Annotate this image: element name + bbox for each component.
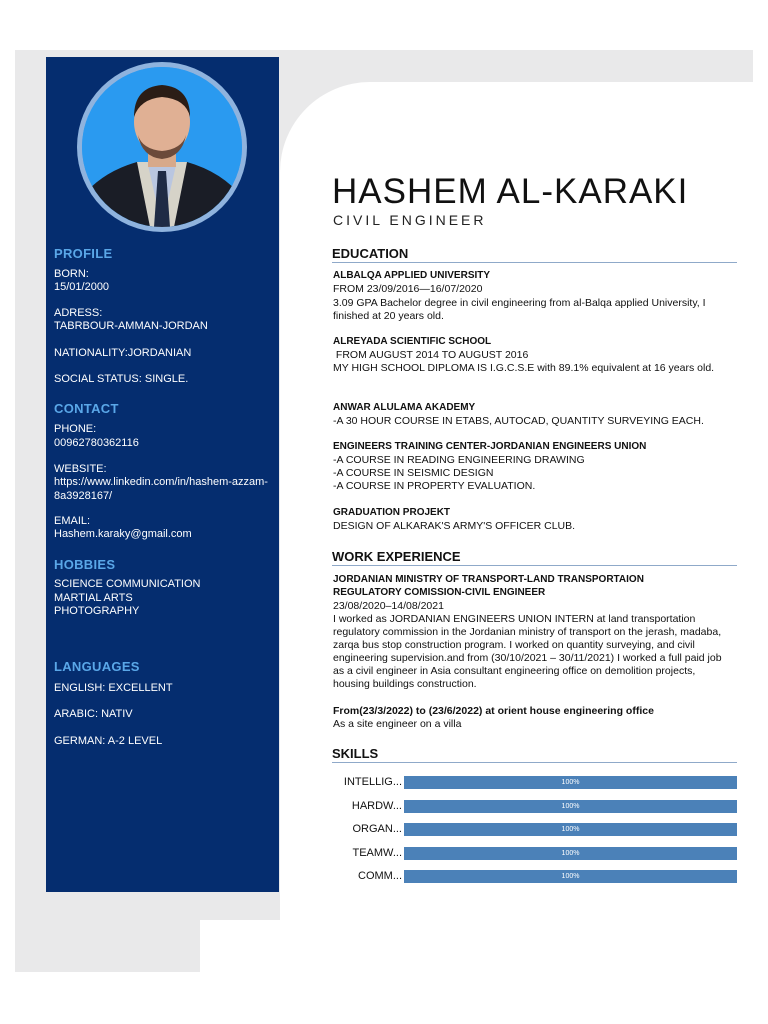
work-dates: 23/08/2020–14/08/2021: [333, 600, 444, 612]
email-link[interactable]: Hashem.karaky@gmail.com: [54, 528, 192, 540]
email-label: EMAIL:: [54, 515, 91, 527]
hobby-item: SCIENCE COMMUNICATION: [54, 578, 201, 590]
education-line: MY HIGH SCHOOL DIPLOMA IS I.G.C.S.E with 89.1% equivalent at 16 years old.: [333, 362, 715, 374]
website-label: WEBSITE:: [54, 463, 107, 475]
skill-label: HARDW...: [351, 800, 402, 812]
section-divider: [332, 565, 737, 566]
skill-label: ORGAN...: [352, 823, 402, 835]
hobbies-heading: HOBBIES: [54, 557, 116, 572]
work-extra-title: From(23/3/2022) to (23/6/2022) at orient house engineering office: [333, 705, 654, 717]
page-corner: [200, 920, 280, 1024]
skill-bar: 100%: [404, 776, 737, 789]
skill-label: INTELLIG...: [343, 776, 402, 788]
born-value: 15/01/2000: [54, 281, 110, 293]
profile-heading: PROFILE: [54, 246, 113, 261]
education-line: 3.09 GPA Bachelor degree in civil engineering from al-Balqa applied University, I finished at 20 years old.: [333, 297, 706, 322]
work-heading: WORK EXPERIENCE: [332, 549, 461, 564]
education-line: FROM 23/09/2016—16/07/2020: [333, 283, 483, 295]
skills-heading: SKILLS: [332, 746, 379, 761]
skill-bar-track: [404, 823, 737, 836]
languages-heading: LANGUAGES: [54, 659, 140, 674]
skill-bar-track: [404, 847, 737, 860]
hobby-item: PHOTOGRAPHY: [54, 605, 140, 617]
hobby-item: MARTIAL ARTS: [54, 592, 133, 604]
nationality: NATIONALITY:JORDANIAN: [54, 347, 192, 359]
language-item: GERMAN: A-2 LEVEL: [54, 735, 163, 747]
skill-bar: 100%: [404, 870, 737, 883]
education-title: ALREYADA SCIENTIFIC SCHOOL: [333, 336, 492, 347]
address-label: ADRESS:: [54, 307, 103, 319]
education-line: -A COURSE IN SEISMIC DESIGN: [333, 467, 494, 479]
work-title: JORDANIAN MINISTRY OF TRANSPORT-LAND TRANSPORTAION REGULATORY COMISSION-CIVIL ENGINEER: [333, 574, 644, 598]
language-item: ARABIC: NATIV: [54, 708, 133, 720]
profile-photo: [82, 67, 242, 227]
website-link[interactable]: https://www.linkedin.com/in/hashem-azzam-8a3928167/: [54, 476, 268, 502]
contact-heading: CONTACT: [54, 401, 119, 416]
education-line: -A COURSE IN PROPERTY EVALUATION.: [333, 480, 536, 492]
born-label: BORN:: [54, 268, 89, 280]
phone-label: PHONE:: [54, 423, 97, 435]
education-title: GRADUATION PROJEKT: [333, 507, 451, 518]
skill-label: COMM...: [358, 870, 402, 882]
skill-bar: 100%: [404, 847, 737, 860]
person-portrait-icon: [82, 67, 242, 227]
person-name: HASHEM AL-KARAKI: [332, 172, 689, 211]
education-title: ANWAR ALULAMA AKADEMY: [333, 402, 476, 413]
language-item: ENGLISH: EXCELLENT: [54, 682, 173, 694]
skill-bar-track: [404, 800, 737, 813]
skill-bar-track: [404, 870, 737, 883]
education-line: -A COURSE IN READING ENGINEERING DRAWING: [333, 454, 585, 466]
education-line: -A 30 HOUR COURSE IN ETABS, AUTOCAD, QUANTITY SURVEYING EACH.: [333, 415, 704, 427]
skill-label: TEAMW...: [352, 847, 402, 859]
phone-value: 00962780362116: [54, 437, 139, 449]
education-line: FROM AUGUST 2014 TO AUGUST 2016: [333, 349, 529, 361]
work-description: I worked as JORDANIAN ENGINEERS UNION INTERN at land transportation regulatory commission in the Jordanian ministry of transport on the jerash, madaba, zarqa bus stop construction program. I worked on quantity surveying, and civil engineering supervision.and from (30/10/2021 – 30/11/2021) I worked a full paid job as a civil engineer in Asia consultant engineering office on demolition projects, housing buildings construction.: [333, 613, 722, 690]
education-line: DESIGN OF ALKARAK'S ARMY'S OFFICER CLUB.: [333, 520, 576, 532]
section-divider: [332, 262, 737, 263]
skill-bar: 100%: [404, 800, 737, 813]
work-extra: As a site engineer on a villa: [333, 718, 462, 730]
skill-bar: 100%: [404, 823, 737, 836]
address-value: TABRBOUR-AMMAN-JORDAN: [54, 320, 208, 332]
social-status: SOCIAL STATUS: SINGLE.: [54, 373, 189, 385]
education-title: ALBALQA APPLIED UNIVERSITY: [333, 270, 491, 281]
job-title: CIVIL ENGINEER: [333, 212, 487, 228]
education-title: ENGINEERS TRAINING CENTER-JORDANIAN ENGINEERS UNION: [333, 441, 647, 452]
skill-bar-track: [404, 776, 737, 789]
education-heading: EDUCATION: [332, 246, 409, 261]
section-divider: [332, 762, 737, 763]
